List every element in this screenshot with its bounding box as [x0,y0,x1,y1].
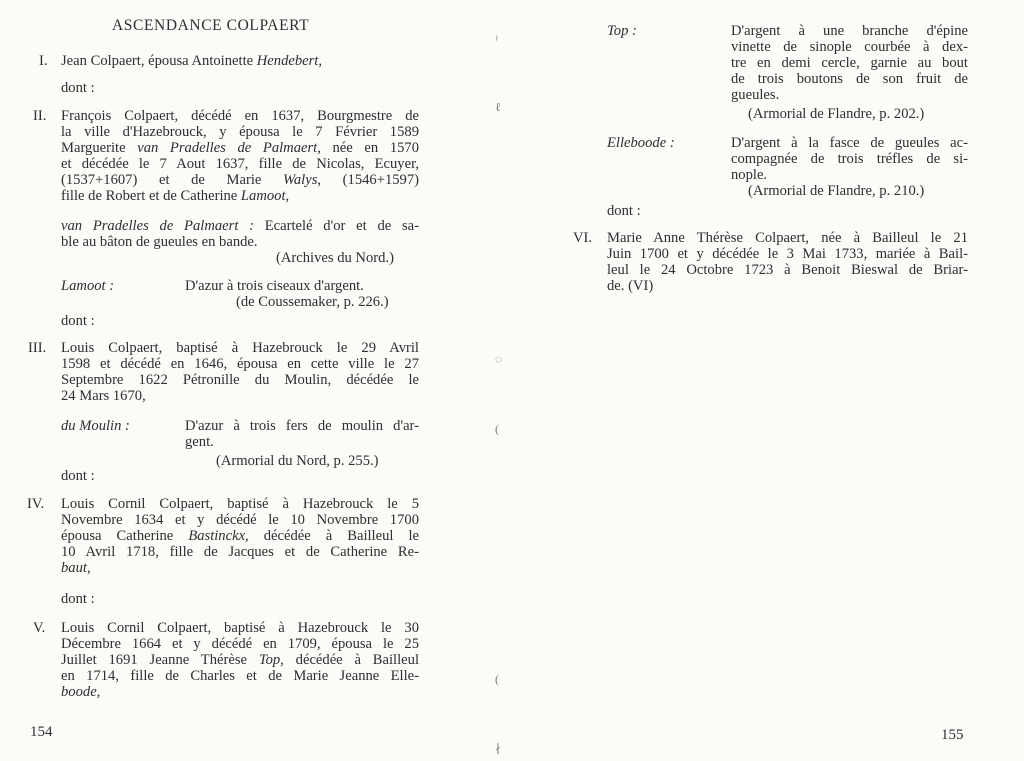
entry-v-line: boode, [61,684,101,700]
arms-description: tre en demi cercle, garnie au bout [731,55,968,71]
dont-label: dont : [61,80,95,96]
entry-numeral: II. [33,108,47,124]
arms-source: (Armorial de Flandre, p. 202.) [748,106,925,122]
arms-name: Lamoot : [61,278,115,294]
dont-label: dont : [61,313,95,329]
gutter-mark: ( [495,672,499,686]
gutter-mark: ( [495,422,499,436]
entry-numeral: I. [39,53,48,69]
entry-v-line: en 1714, fille de Charles et de Marie Jeanne Elle- [61,668,419,684]
gutter-mark: ℓ [495,100,501,114]
entry-iv-line: 10 Avril 1718, fille de Jacques et de Catherine Re- [61,544,419,560]
arms-source: (Armorial du Nord, p. 255.) [216,453,379,469]
page-number: 154 [30,724,53,740]
entry-iv-line: Novembre 1634 et y décédé le 10 Novembre 1700 [61,512,419,528]
dont-label: dont : [607,203,641,219]
arms-source: (Armorial de Flandre, p. 210.) [748,183,925,199]
entry-iii-line: Louis Colpaert, baptisé à Hazebrouck le 29 Avril [61,340,419,356]
gutter-mark: ◌ [495,352,503,366]
arms-source: (de Coussemaker, p. 226.) [236,294,389,310]
arms-description: D'argent à la fasce de gueules ac- [731,135,968,151]
arms-description: gent. [185,434,214,450]
left-page [0,0,503,761]
gutter-mark: ∤ [495,742,501,756]
arms-description: vinette de sinople courbée à dex- [731,39,968,55]
arms-source: (Archives du Nord.) [276,250,394,266]
page-number: 155 [941,727,964,743]
entry-numeral: III. [28,340,47,356]
entry-ii-line: François Colpaert, décédé en 1637, Bourgmestre de [61,108,419,124]
entry-ii-line: et décédée le 7 Aout 1637, fille de Nicolas, Ecuyer, [61,156,419,172]
entry-vi-line: Marie Anne Thérèse Colpaert, née à Bailleul le 21 [607,230,968,246]
arms-description: compagnée de trois tréfles de si- [731,151,968,167]
entry-iii-line: 24 Mars 1670, [61,388,146,404]
entry-iv-line: Louis Cornil Colpaert, baptisé à Hazebrouck le 5 [61,496,419,512]
arms-description: nople. [731,167,768,183]
entry-iv-line: épousa Catherine Bastinckx, décédée à Bailleul le [61,528,419,544]
entry-numeral: IV. [27,496,45,512]
entry-vi-line: Juin 1700 et y décédée le 3 Mai 1733, mariée à Bail- [607,246,968,262]
entry-ii-line: (1537+1607) et de Marie Walys, (1546+1597) [61,172,419,188]
arms-description: ble au bâton de gueules en bande. [61,234,258,250]
entry-v-line: Juillet 1691 Jeanne Thérèse Top, décédée à Bailleul [61,652,420,668]
entry-numeral: V. [33,620,46,636]
entry-iii-line: 1598 et décédé en 1646, épousa en cette ville le 27 [61,356,419,372]
entry-v-line: Louis Cornil Colpaert, baptisé à Hazebrouck le 30 [61,620,419,636]
arms-name: Elleboode : [607,135,675,151]
arms-description: D'argent à une branche d'épine [731,23,968,39]
right-page [500,0,1024,761]
arms-description: D'azur à trois ciseaux d'argent. [185,278,364,294]
arms-description: D'azur à trois fers de moulin d'ar- [185,418,419,434]
arms-description: gueules. [731,87,780,103]
entry-ii-line: la ville d'Hazebrouck, y épousa le 7 Février 1589 [61,124,419,140]
arms-description: van Pradelles de Palmaert : Ecartelé d'or et de sa- [61,218,419,234]
entry-iii-line: Septembre 1622 Pétronille du Moulin, décédée le [61,372,419,388]
page-title: ASCENDANCE COLPAERT [112,17,310,34]
entry-ii-line: fille de Robert et de Catherine Lamoot, [61,188,290,204]
entry-vi-line: leul le 24 Octobre 1723 à Benoit Bieswal de Briar- [607,262,968,278]
entry-i-line: Jean Colpaert, épousa Antoinette Hendebert, [61,53,322,69]
gutter-mark: ⁾ [495,33,498,47]
dont-label: dont : [61,468,95,484]
entry-ii-line: Marguerite van Pradelles de Palmaert, née en 1570 [61,140,420,156]
entry-v-line: Décembre 1664 et y décédé en 1709, épousa le 25 [61,636,419,652]
entry-numeral: VI. [573,230,593,246]
entry-iv-line: baut, [61,560,91,576]
arms-name: Top : [607,23,637,39]
entry-vi-line: de. (VI) [607,278,654,294]
dont-label: dont : [61,591,95,607]
arms-name: du Moulin : [61,418,130,434]
arms-description: de trois boutons de son fruit de [731,71,968,87]
